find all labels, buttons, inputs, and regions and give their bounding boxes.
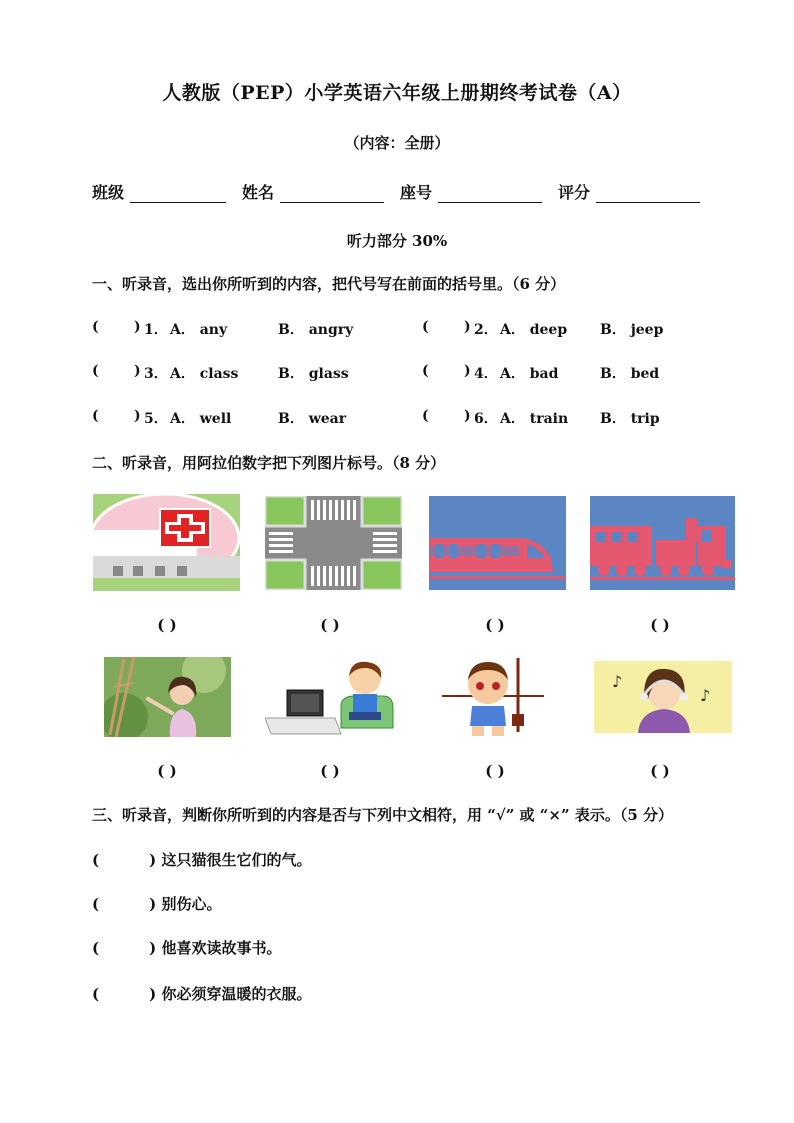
seat-label: 座号 — [400, 183, 433, 202]
girl-painting-icon — [104, 657, 231, 737]
q1-item-5-number: 5． — [144, 411, 168, 427]
svg-text:♪: ♪ — [700, 686, 711, 705]
q3-item-3-close-paren: ) — [149, 939, 157, 957]
girl-painting-picture — [104, 657, 231, 737]
class-blank[interactable] — [130, 186, 226, 203]
q3-item-1-text: 这只猫很生它们的气。 — [161, 851, 312, 869]
q1-item-6-number: 6． — [474, 411, 498, 427]
hospital-icon — [93, 494, 240, 591]
question-1-heading: 一、听录音，选出你所听到的内容，把代号写在前面的括号里。（6 分） — [92, 275, 566, 293]
boy-playing-erhu-icon — [432, 654, 549, 742]
q3-item-4-text: 你必须穿温暖的衣服。 — [161, 985, 312, 1003]
subway-train-icon — [429, 496, 566, 590]
picture-5-blank[interactable]: ( ) — [157, 762, 177, 780]
q3-item-3-open-paren: ( — [92, 939, 100, 957]
girl-listening-music-picture — [594, 661, 732, 733]
q1-item-2-option-b: B． jeep — [600, 322, 664, 338]
picture-4-blank[interactable]: ( ) — [650, 616, 670, 634]
subway-train-picture — [429, 496, 566, 590]
q1-item-6-option-b: B． trip — [600, 411, 660, 427]
q3-item-1-open-paren: ( — [92, 851, 100, 869]
q3-item-2-text: 别伤心。 — [161, 895, 222, 913]
score-blank[interactable] — [596, 186, 700, 203]
name-blank[interactable] — [280, 186, 384, 203]
boy-watching-tv-picture — [265, 656, 402, 738]
q1-item-6-option-a: A． train — [500, 411, 569, 427]
q1-item-5-option-a: A． well — [170, 411, 232, 427]
q3-item-4[interactable] — [92, 983, 311, 1004]
seat-blank[interactable] — [438, 186, 542, 203]
crossroads-picture — [265, 496, 402, 590]
steam-train-picture — [590, 496, 735, 590]
q1-row-1 — [92, 319, 732, 339]
girl-listening-music-icon — [594, 661, 732, 733]
svg-text:♪: ♪ — [612, 672, 623, 691]
exam-subtitle: （内容：全册） — [344, 134, 450, 152]
q1-item-5-close-paren: ) — [134, 408, 141, 424]
picture-6-blank[interactable]: ( ) — [320, 762, 340, 780]
q3-item-4-close-paren: ) — [149, 985, 157, 1003]
student-info-row — [92, 180, 712, 203]
q1-row-3 — [92, 408, 732, 428]
name-label: 姓名 — [242, 183, 275, 202]
picture-8-blank[interactable]: ( ) — [650, 762, 670, 780]
q1-item-6-close-paren: ) — [464, 408, 471, 424]
boy-playing-erhu-picture — [432, 654, 549, 742]
q1-item-3-close-paren: ) — [134, 363, 141, 379]
q1-item-1-option-a: A． any — [170, 322, 228, 338]
q1-item-3-option-a: A． class — [170, 366, 239, 382]
exam-title: 人教版（PEP）小学英语六年级上册期终考试卷（A） — [162, 82, 632, 104]
class-label: 班级 — [92, 183, 125, 202]
q1-item-1-number: 1． — [144, 322, 168, 338]
q1-item-4-option-b: B． bed — [600, 366, 660, 382]
hospital-picture — [93, 494, 240, 591]
q1-item-2-option-a: A． deep — [500, 322, 568, 338]
picture-1-blank[interactable]: ( ) — [157, 616, 177, 634]
q3-item-2-close-paren: ) — [149, 895, 157, 913]
q3-item-1-close-paren: ) — [149, 851, 157, 869]
q3-item-3-text: 他喜欢读故事书。 — [161, 939, 282, 957]
q1-item-2-number: 2． — [474, 322, 498, 338]
q1-item-1-close-paren: ) — [134, 319, 141, 335]
picture-3-blank[interactable]: ( ) — [485, 616, 505, 634]
q1-item-4-close-paren: ) — [464, 363, 471, 379]
q1-row-2 — [92, 363, 732, 383]
listening-section-header: 听力部分 30% — [346, 232, 448, 250]
q3-item-4-open-paren: ( — [92, 985, 100, 1003]
q3-item-2[interactable] — [92, 893, 221, 914]
q1-item-4-option-a: A． bad — [500, 366, 559, 382]
q3-item-3[interactable] — [92, 937, 281, 958]
q1-item-6-open-paren[interactable]: ( — [422, 408, 429, 424]
picture-2-blank[interactable]: ( ) — [320, 616, 340, 634]
q1-item-3-option-b: B． glass — [278, 366, 349, 382]
question-2-heading: 二、听录音，用阿拉伯数字把下列图片标号。（8 分） — [92, 454, 446, 472]
q1-item-3-open-paren[interactable]: ( — [92, 363, 99, 379]
q1-item-4-open-paren[interactable]: ( — [422, 363, 429, 379]
q1-item-1-option-b: B． angry — [278, 322, 354, 338]
q1-item-4-number: 4． — [474, 366, 498, 382]
q1-item-1-open-paren[interactable]: ( — [92, 319, 99, 335]
q3-item-1[interactable] — [92, 849, 311, 870]
q1-item-2-close-paren: ) — [464, 319, 471, 335]
boy-watching-tv-icon — [265, 656, 402, 738]
picture-7-blank[interactable]: ( ) — [485, 762, 505, 780]
q3-item-2-open-paren: ( — [92, 895, 100, 913]
score-label: 评分 — [558, 183, 591, 202]
q1-item-2-open-paren[interactable]: ( — [422, 319, 429, 335]
steam-train-icon — [590, 496, 735, 590]
q1-item-3-number: 3． — [144, 366, 168, 382]
crossroads-icon — [265, 496, 402, 590]
q1-item-5-open-paren[interactable]: ( — [92, 408, 99, 424]
q1-item-5-option-b: B． wear — [278, 411, 347, 427]
question-3-heading: 三、听录音，判断你所听到的内容是否与下列中文相符，用 “√” 或 “×” 表示。（5 分） — [92, 806, 673, 824]
